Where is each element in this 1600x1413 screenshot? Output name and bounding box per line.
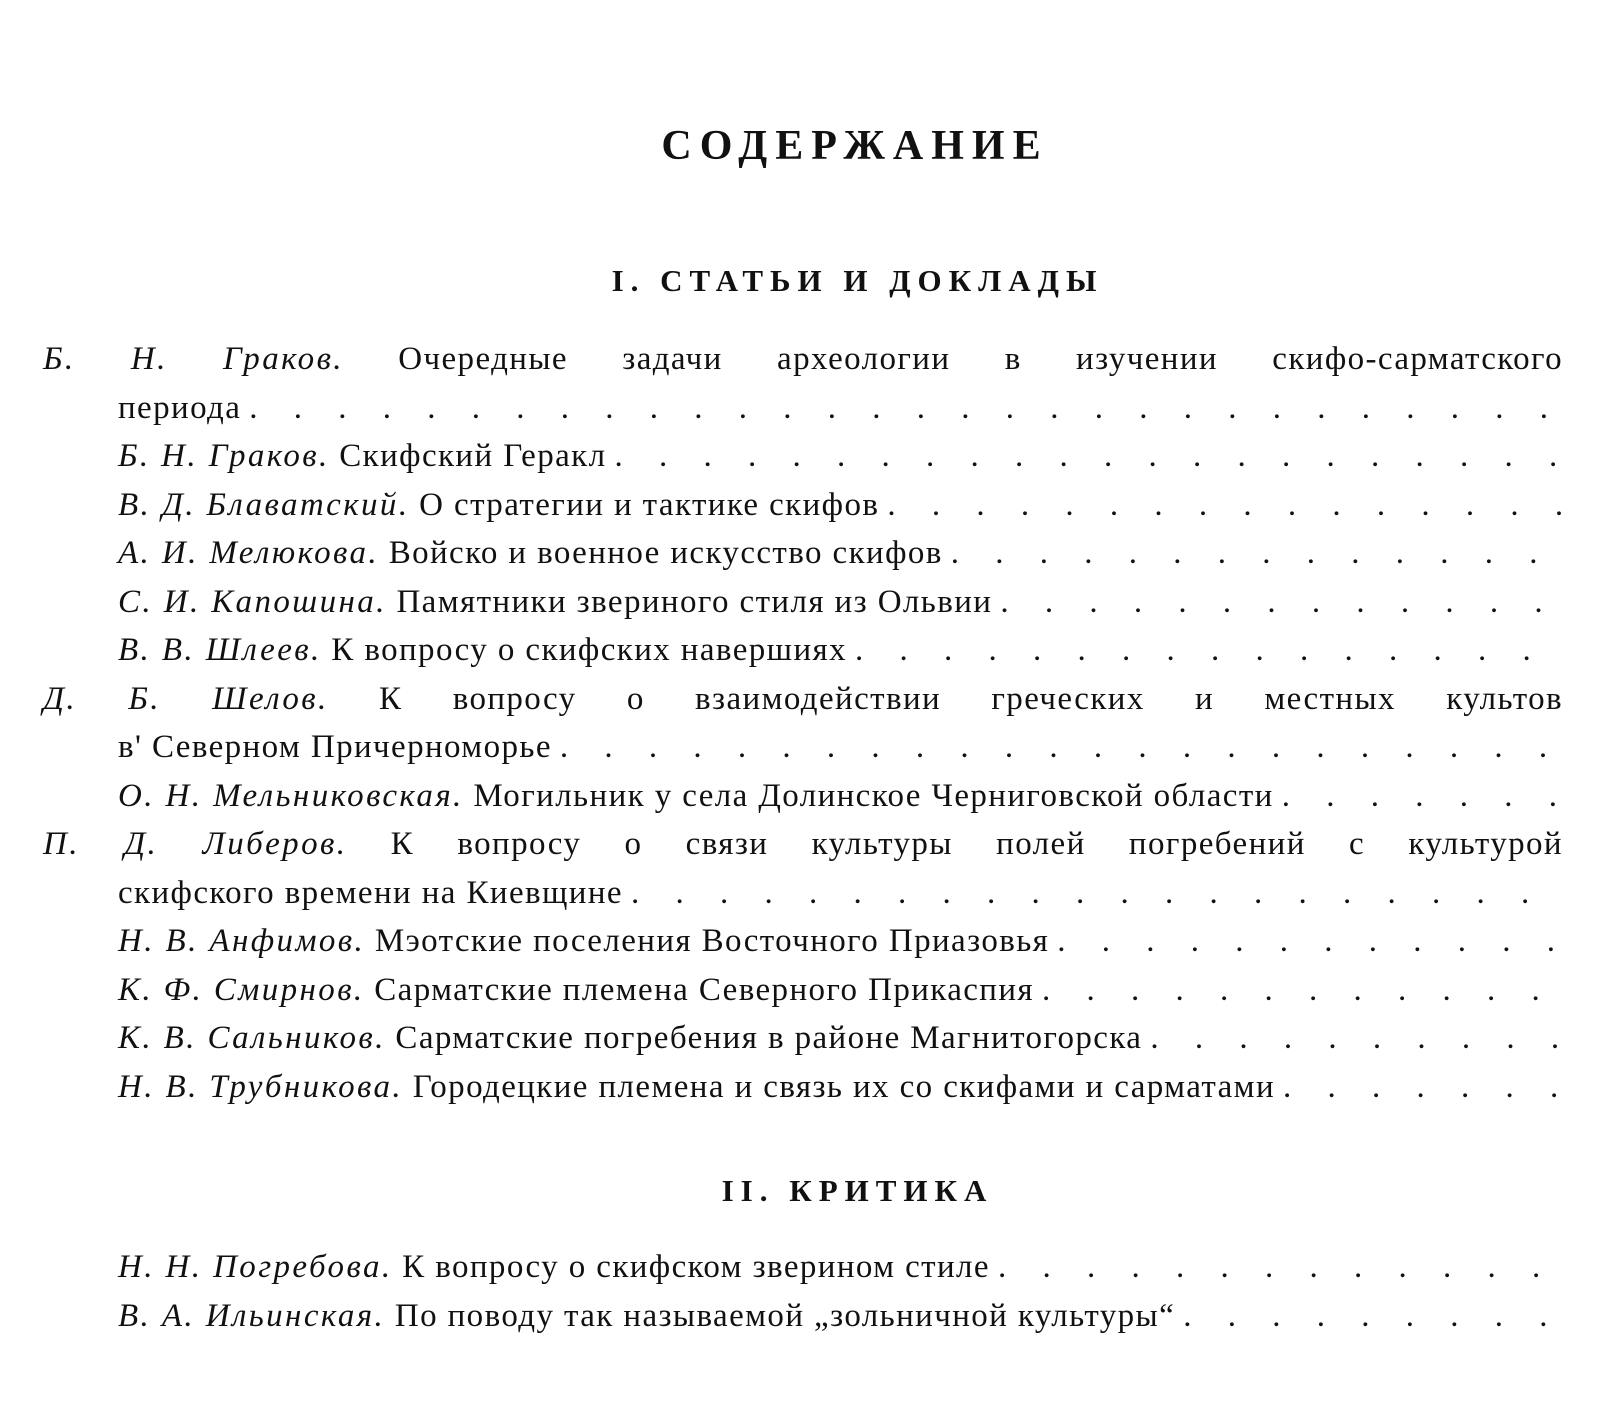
entry-title: По поводу так называемой „зольничной культуры“ xyxy=(394,1297,1176,1334)
leader-dots xyxy=(1175,1292,1563,1341)
toc-entry xyxy=(43,966,1563,1015)
entry-author: Б. Н. Граков. xyxy=(43,341,344,377)
section-heading-articles: I. СТАТЬИ И ДОКЛАДЫ xyxy=(611,263,1104,298)
leader-dots xyxy=(241,384,1563,433)
toc-entry xyxy=(43,432,1563,481)
leader-dots xyxy=(623,869,1563,918)
leader-dots xyxy=(606,432,1563,481)
entry-title: Скифский Геракл xyxy=(339,438,607,474)
entry-title-line1: Очередные задачи археологии в изучении скифо-сарматского xyxy=(398,341,1563,377)
entry-author: К. Ф. Смирнов. xyxy=(118,971,365,1008)
toc-entry xyxy=(43,1063,1563,1112)
leader-dots xyxy=(990,1243,1563,1292)
toc-entry xyxy=(43,1292,1563,1341)
toc-entry xyxy=(43,675,1563,772)
leader-dots xyxy=(992,578,1563,627)
entry-title: К вопросу о скифских навершиях xyxy=(331,632,847,668)
toc-entry xyxy=(43,820,1563,917)
entry-author: С. И. Капошина. xyxy=(118,583,387,620)
toc-entry xyxy=(43,772,1563,821)
entry-title: Сарматские племена Северного Прикаспия xyxy=(374,971,1035,1008)
entry-title-line1: К вопросу о связи культуры полей погребений с культурой xyxy=(390,826,1563,862)
toc-entry xyxy=(43,578,1563,627)
articles-list xyxy=(43,335,1563,1111)
entry-title-line1: К вопросу о взаимодействии греческих и местных культов xyxy=(378,680,1563,717)
section-heading-critique: II. КРИТИКА xyxy=(721,1173,994,1208)
entry-title: Городецкие племена и связь их со скифами и сарматами xyxy=(412,1068,1276,1105)
critique-list xyxy=(43,1243,1563,1340)
entry-title: К вопросу о скифском зверином стиле xyxy=(402,1249,990,1285)
entry-author: П. Д. Либеров. xyxy=(43,826,348,862)
leader-dots xyxy=(552,723,1563,772)
entry-title: Мэотские поселения Восточного Приазовья xyxy=(374,923,1050,959)
leader-dots xyxy=(879,481,1563,530)
toc-entry xyxy=(43,481,1563,530)
leader-dots xyxy=(1034,966,1563,1015)
entry-author: Н. В. Анфимов. xyxy=(118,923,366,959)
entry-author: В. А. Ильинская. xyxy=(118,1297,386,1334)
toc-entry xyxy=(43,1243,1563,1292)
entry-author: Б. Н. Граков. xyxy=(118,438,330,474)
entry-title: Сарматские погребения в районе Магнитогорска xyxy=(395,1020,1143,1056)
entry-author: Д. Б. Шелов. xyxy=(43,680,329,717)
leader-dots xyxy=(1142,1014,1563,1063)
entry-title: Войско и военное искусство скифов xyxy=(388,535,943,571)
leader-dots xyxy=(1275,1063,1563,1112)
toc-entry xyxy=(43,335,1563,432)
entry-title-line2: скифского времени на Киевщине xyxy=(118,874,623,911)
contents-title: СОДЕРЖАНИЕ xyxy=(661,123,1049,169)
leader-dots xyxy=(1274,772,1563,821)
entry-author: В. В. Шлеев. xyxy=(118,632,322,668)
entry-author: К. В. Сальников. xyxy=(118,1020,386,1056)
entry-title-line2: периода xyxy=(118,389,242,426)
toc-entry xyxy=(43,917,1563,966)
entry-title: Могильник у села Долинское Черниговской области xyxy=(473,777,1274,814)
entry-title: Памятники звериного стиля из Ольвии xyxy=(396,583,993,620)
entry-author: Н. В. Трубникова. xyxy=(118,1068,404,1105)
leader-dots xyxy=(847,626,1563,675)
toc-entry xyxy=(43,1014,1563,1063)
toc-entry xyxy=(43,626,1563,675)
leader-dots xyxy=(943,529,1563,578)
entry-title-line2: в' Северном Причерноморье xyxy=(118,729,552,765)
leader-dots xyxy=(1049,917,1563,966)
entry-author: Н. Н. Погребова. xyxy=(118,1249,393,1285)
entry-author: В. Д. Блаватский. xyxy=(118,486,410,523)
entry-author: А. И. Мелюкова. xyxy=(118,535,380,571)
entry-author: О. Н. Мельниковская. xyxy=(118,777,464,814)
toc-entry xyxy=(43,529,1563,578)
entry-title: О стратегии и тактике скифов xyxy=(419,486,880,523)
